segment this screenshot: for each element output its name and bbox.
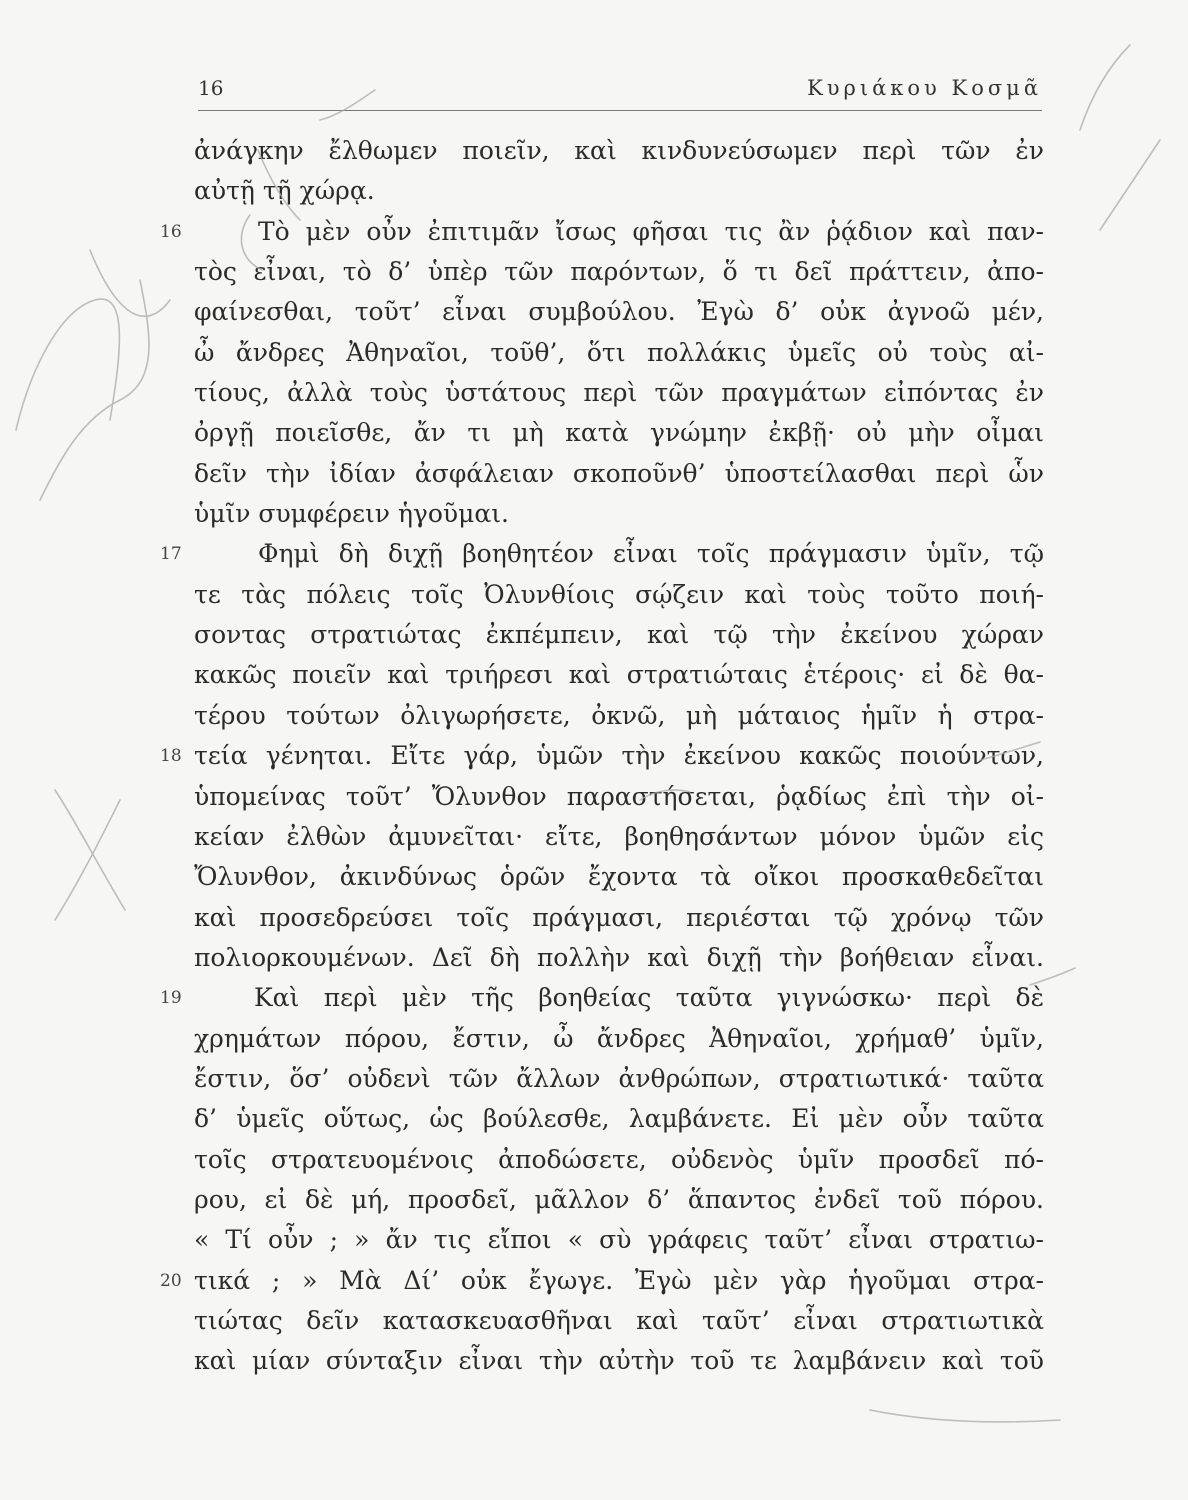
section-number: 20 — [160, 1270, 182, 1291]
line-text: τιώτας δεῖν κατασκευασθῆναι καὶ ταῦτ’ εἶναι στρατιωτικὰ — [194, 1305, 1044, 1335]
line-text: χρημάτων πόρου, ἔστιν, ὦ ἄνδρες Ἀθηναῖοι, χρήμαθ’ ὑμῖν, — [194, 1023, 1044, 1053]
text-line — [194, 615, 1044, 655]
line-text: Τὸ μὲν οὖν ἐπιτιμᾶν ἴσως φῆσαι τις ἂν ῥᾴδιον καὶ παν- — [258, 216, 1044, 246]
text-line — [194, 494, 1044, 534]
line-text: κείαν ἐλθὼν ἀμυνεῖται· εἴτε, βοηθησάντων μόνον ὑμῶν εἰς — [194, 821, 1044, 851]
text-line — [160, 212, 1044, 252]
text-line — [194, 1301, 1044, 1341]
text-line — [194, 1059, 1044, 1099]
text-line — [194, 413, 1044, 453]
text-line — [194, 938, 1044, 978]
pencil-stroke — [16, 299, 119, 430]
text-line — [194, 1180, 1044, 1220]
line-text: κακῶς ποιεῖν καὶ τριήρεσι καὶ στρατιώταις ἑτέροις· εἰ δὲ θα- — [194, 660, 1044, 690]
text-line — [194, 575, 1044, 615]
line-text: τίους, ἀλλὰ τοὺς ὑστάτους περὶ τῶν πραγμάτων εἰπόντας ἐν — [194, 378, 1044, 408]
text-line — [160, 978, 1044, 1018]
line-text: φαίνεσθαι, τοῦτ’ εἶναι συμβούλου. Ἐγὼ δ’ οὐκ ἀγνοῶ μέν, — [194, 297, 1044, 327]
line-text: καὶ προσεδρεύσει τοῖς πράγμασι, περιέσται τῷ χρόνῳ τῶν — [194, 902, 1044, 932]
line-text: ὑπομείνας τοῦτ’ Ὄλυνθον παραστήσεται, ῥᾳδίως ἐπὶ τὴν οἰ- — [194, 781, 1044, 811]
line-text: αὐτῇ τῇ χώρᾳ. — [194, 176, 375, 206]
line-text: πολιορκουμένων. Δεῖ δὴ πολλὴν καὶ διχῇ τὴν βοήθειαν εἶναι. — [194, 942, 1044, 972]
text-line — [194, 454, 1044, 494]
text-line — [194, 817, 1044, 857]
pencil-stroke — [1100, 140, 1160, 230]
text-line — [194, 777, 1044, 817]
line-text: ἀνάγκην ἔλθωμεν ποιεῖν, καὶ κινδυνεύσωμεν περὶ τῶν ἐν — [194, 136, 1044, 165]
running-title: Κυριάκου Κοσμᾶ — [807, 76, 1042, 100]
text-line — [194, 131, 1044, 171]
pencil-stroke — [55, 800, 120, 920]
text-line — [160, 1261, 1044, 1301]
line-text: Καὶ περὶ μὲν τῆς βοηθείας ταῦτα γιγνώσκω· περὶ δὲ — [254, 983, 1044, 1013]
pencil-stroke — [55, 790, 125, 910]
section-number: 19 — [160, 988, 182, 1009]
pencil-stroke — [1080, 45, 1130, 130]
line-text: τὸς εἶναι, τὸ δ’ ὑπὲρ τῶν παρόντων, ὅ τι δεῖ πράττειν, ἀπο- — [194, 257, 1044, 287]
text-line — [194, 857, 1044, 897]
text-line — [194, 1220, 1044, 1260]
line-text: τε τὰς πόλεις τοῖς Ὀλυνθίοις σῴζειν καὶ τοὺς τοῦτο ποιή- — [194, 579, 1044, 609]
text-line — [194, 252, 1044, 292]
pencil-stroke — [90, 250, 170, 316]
line-text: ὀργῇ ποιεῖσθε, ἄν τι μὴ κατὰ γνώμην ἐκβῇ· οὐ μὴν οἶμαι — [194, 418, 1044, 448]
line-text: Ὄλυνθον, ἀκινδύνως ὁρῶν ἔχοντα τὰ οἴκοι προσκαθεδεῖται — [194, 862, 1044, 892]
text-line — [194, 373, 1044, 413]
text-line — [194, 655, 1044, 695]
line-text: Φημὶ δὴ διχῇ βοηθητέον εἶναι τοῖς πράγμασιν ὑμῖν, τῷ — [258, 539, 1044, 569]
pencil-stroke — [40, 280, 149, 500]
line-text: ρου, εἰ δὲ μή, προσδεῖ, μᾶλλον δ’ ἅπαντος ἐνδεῖ τοῦ πόρου. — [194, 1184, 1044, 1214]
running-head — [198, 76, 1042, 111]
line-text: δεῖν τὴν ἰδίαν ἀσφάλειαν σκοποῦνθ’ ὑποστείλασθαι περὶ ὧν — [194, 458, 1044, 488]
greek-text-block — [160, 131, 1044, 1382]
line-text: καὶ μίαν σύνταξιν εἶναι τὴν αὐτὴν τοῦ τε λαμβάνειν καὶ τοῦ — [194, 1346, 1044, 1376]
line-text: ὦ ἄνδρες Ἀθηναῖοι, τοῦθ’, ὅτι πολλάκις ὑμεῖς οὐ τοὺς αἰ- — [194, 337, 1044, 367]
text-line — [194, 898, 1044, 938]
page-number: 16 — [198, 76, 224, 100]
line-text: ὑμῖν συμφέρειν ἡγοῦμαι. — [194, 499, 510, 529]
pencil-stroke — [870, 1410, 1060, 1422]
line-text: τοῖς στρατευομένοις ἀποδώσετε, οὐδενὸς ὑμῖν προσδεῖ πό- — [194, 1144, 1044, 1174]
text-line — [194, 292, 1044, 332]
text-line — [194, 171, 1044, 211]
line-text: τέρου τούτων ὀλιγωρήσετε, ὀκνῶ, μὴ μάταιος ἡμῖν ἡ στρα- — [194, 700, 1044, 730]
section-number: 17 — [160, 544, 182, 565]
line-text: δ’ ὑμεῖς οὕτως, ὡς βούλεσθε, λαμβάνετε. Εἰ μὲν οὖν ταῦτα — [194, 1104, 1044, 1134]
text-line — [194, 696, 1044, 736]
text-line — [194, 1341, 1044, 1381]
text-line — [194, 1019, 1044, 1059]
text-line — [194, 1140, 1044, 1180]
line-text: τεία γένηται. Εἴτε γάρ, ὑμῶν τὴν ἐκείνου κακῶς ποιούντων, — [194, 741, 1044, 771]
text-line — [160, 534, 1044, 574]
section-number: 16 — [160, 221, 182, 242]
text-line — [194, 1099, 1044, 1139]
text-line — [194, 333, 1044, 373]
line-text: ἔστιν, ὅσ’ οὐδενὶ τῶν ἄλλων ἀνθρώπων, στρατιωτικά· ταῦτα — [194, 1063, 1044, 1093]
section-number: 18 — [160, 746, 182, 767]
text-line — [160, 736, 1044, 776]
line-text: τικά ; » Μὰ Δί’ οὐκ ἔγωγε. Ἐγὼ μὲν γὰρ ἡγοῦμαι στρα- — [194, 1265, 1044, 1295]
line-text: « Τί οὖν ; » ἄν τις εἴποι « σὺ γράφεις ταῦτ’ εἶναι στρατιω- — [194, 1225, 1044, 1255]
line-text: σοντας στρατιώτας ἐκπέμπειν, καὶ τῷ τὴν ἐκείνου χώραν — [194, 620, 1044, 650]
